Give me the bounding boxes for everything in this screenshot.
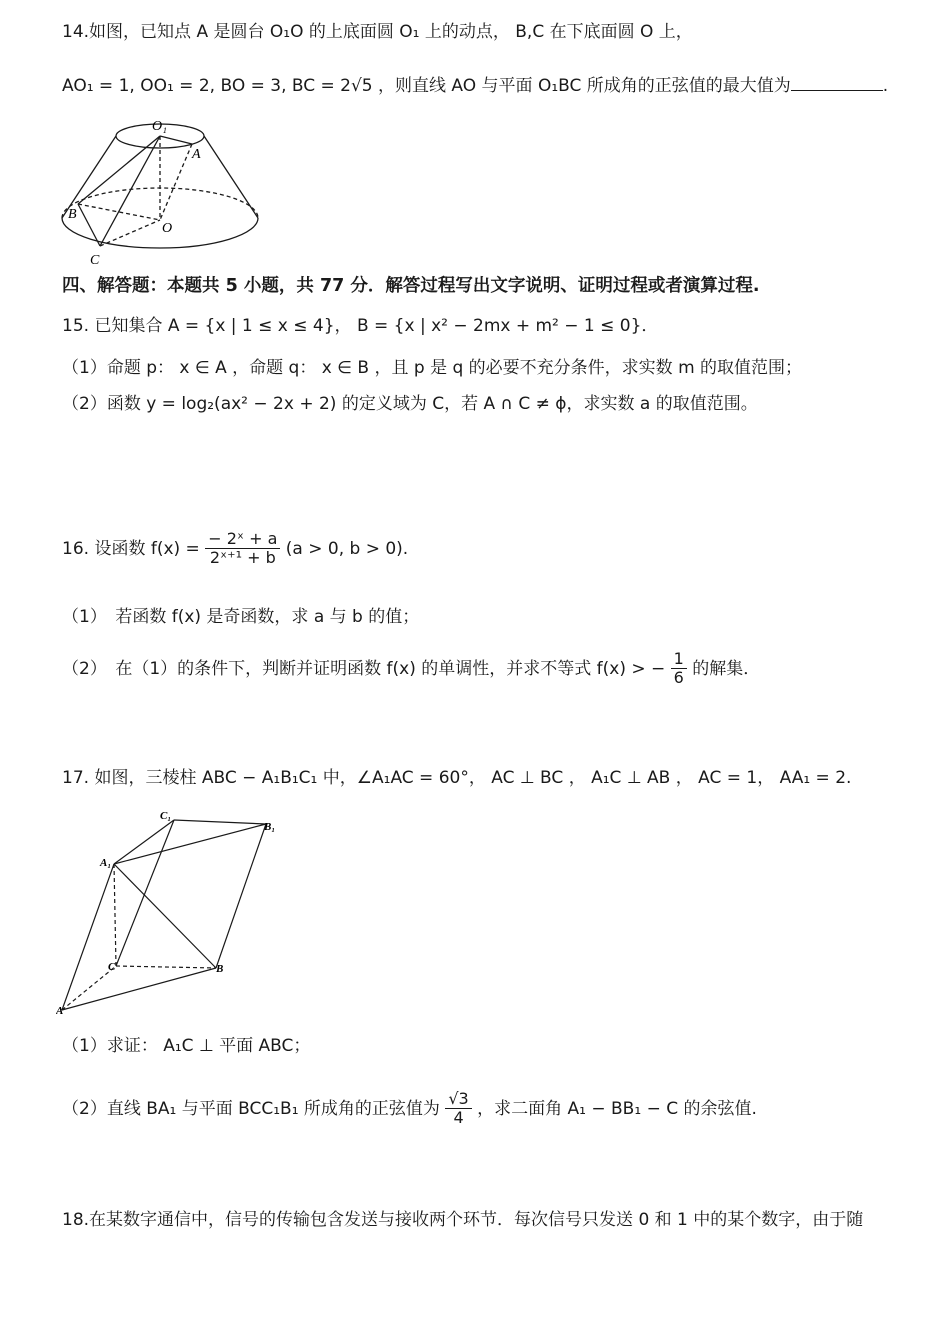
answer-blank: [791, 89, 883, 91]
q16-stem-prefix: 16. 设函数 f(x) =: [62, 538, 200, 559]
q16-part1: （1） 若函数 f(x) 是奇函数，求 a 与 b 的值；: [62, 607, 420, 627]
q17-part2-prefix: （2）直线 BA₁ 与平面 BCC₁B₁ 所成角的正弦值为: [62, 1098, 440, 1119]
label-B1: B₁: [264, 821, 276, 833]
label-A-prism: A: [56, 1005, 64, 1017]
q18-stem: 18.在某数字通信中，信号的传输包含发送与接收两个环节．每次信号只发送 0 和 1 中的某个数字，由于随: [62, 1210, 864, 1230]
q15-stem: 15. 已知集合 A = {x | 1 ≤ x ≤ 4}， B = {x | x² − 2mx + m² − 1 ≤ 0}．: [62, 316, 659, 336]
q16-part2: [62, 650, 760, 688]
q14-line2: [62, 76, 888, 96]
label-C1: C₁: [160, 810, 172, 822]
q16-stem: [62, 530, 408, 568]
frustum-figure: [58, 112, 268, 267]
q17-part2: [62, 1090, 757, 1128]
q17-stem: 17. 如图，三棱柱 ABC − A₁B₁C₁ 中，∠A₁AC = 60°， AC ⊥ BC ， A₁C ⊥ AB ， AC = 1， AA₁ = 2.: [62, 768, 852, 788]
q15-part1: （1）命题 p： x ∈ A ，命题 q： x ∈ B ，且 p 是 q 的必要不充分条件，求实数 m 的取值范围；: [62, 358, 803, 378]
label-A1: A₁: [100, 857, 112, 869]
q16-part2-denominator: 6: [673, 668, 684, 688]
label-B: B: [68, 207, 77, 222]
label-B-prism: B: [216, 963, 224, 975]
label-C-prism: C: [108, 961, 116, 973]
q16-fraction: [205, 530, 280, 568]
label-A: A: [192, 147, 201, 162]
q16-part2-fraction: [671, 650, 687, 688]
q17-part2-suffix: ，求二面角 A₁ − BB₁ − C 的余弦值.: [477, 1098, 757, 1119]
prism-figure: [56, 806, 286, 1018]
q17-part1: （1）求证： A₁C ⊥ 平面 ABC；: [62, 1036, 311, 1056]
q16-fraction-numerator: − 2ˣ + a: [205, 530, 280, 549]
q14-line2-text: AO₁ = 1, OO₁ = 2, BO = 3, BC = 2√5 ，则直线 AO 与平面 O₁BC 所成角的正弦值的最大值为: [62, 76, 791, 96]
q17-part2-fraction: [445, 1090, 471, 1128]
label-O: O: [162, 221, 173, 236]
q16-part2-prefix: （2） 在（1）的条件下，判断并证明函数 f(x) 的单调性，并求不等式 f(x) > −: [62, 658, 666, 679]
q17-part2-numerator: √3: [445, 1090, 471, 1109]
label-C: C: [90, 253, 100, 267]
q15-part2: （2）函数 y = log₂(ax² − 2x + 2) 的定义域为 C，若 A ∩ C ≠ ϕ，求实数 a 的取值范围。: [62, 394, 758, 414]
q14-line2-end: .: [882, 76, 889, 96]
section-heading: 四、解答题：本题共 5 小题，共 77 分．解答过程写出文字说明、证明过程或者演算过程.: [62, 276, 760, 296]
label-O1: O₁: [152, 119, 167, 134]
q16-part2-suffix: 的解集．: [692, 658, 761, 679]
q14-line1: 14.如图，已知点 A 是圆台 O₁O 的上底面圆 O₁ 上的动点， B,C 在下底面圆 O 上，: [62, 22, 693, 42]
q17-part2-denominator: 4: [453, 1108, 464, 1128]
q16-stem-suffix: (a > 0, b > 0).: [285, 538, 409, 559]
q16-part2-numerator: 1: [671, 650, 687, 669]
q16-fraction-denominator: 2ˣ⁺¹ + b: [209, 548, 276, 568]
